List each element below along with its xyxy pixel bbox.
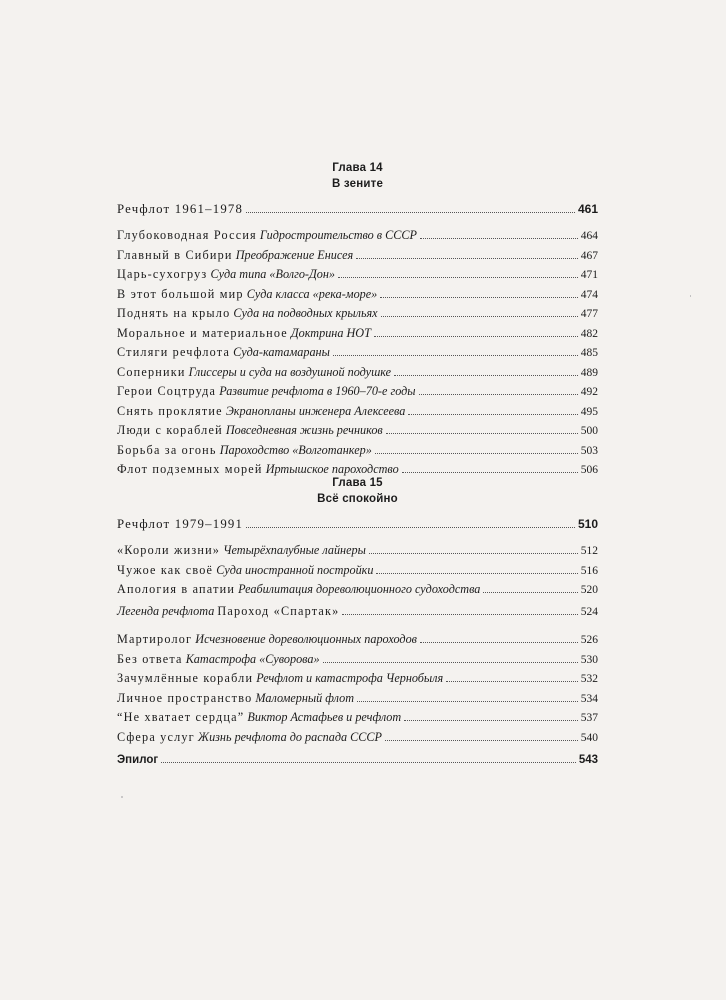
entry-title-main: Флот подземных морей [117,462,263,476]
toc-entry[interactable] [117,728,598,748]
entry-title-main: “Не хватает сердца” [117,710,245,724]
entry-title [117,630,417,649]
entry-subtitle: Глиссеры и суда на воздушной подушке [188,364,392,379]
leader-dots [386,433,578,434]
entry-title [117,602,339,621]
toc-entry[interactable] [117,541,598,561]
legend-entry[interactable] [117,602,598,622]
page-number: 485 [580,347,598,359]
chapter-15-entries-2 [117,630,598,747]
page-number: 524 [580,606,598,618]
toc-entry[interactable] [117,402,598,422]
page-number: 537 [580,712,598,724]
entry-title-italic: Легенда речфлота [117,604,215,618]
entry-title [117,382,416,401]
chapter-15-label: Глава 15 [332,477,383,489]
chapter-14-section [117,160,598,192]
entry-title [117,246,353,265]
entry-subtitle: Гидростроительство в СССР [259,228,417,242]
entry-subtitle: Развитие речфлота в 1960–70-е годы [219,384,416,398]
entry-title-main: Личное пространство [117,690,253,705]
leader-dots [394,375,578,376]
leader-dots [369,553,578,554]
entry-subtitle: Суда на подводных крыльях [233,306,378,320]
entry-title [117,421,383,440]
entry-title-main: Моральное и материальное [117,325,288,340]
page-number: 520 [580,584,598,596]
entry-title-main: Без ответа [117,651,183,666]
entry-subtitle: Иртышское пароходство [265,462,399,476]
toc-entry[interactable] [117,304,598,324]
epilog-entry[interactable] [117,751,598,770]
main-entry-title: Речфлот 1961–1978 [117,202,244,216]
leader-dots [338,277,578,278]
page-number: 534 [580,692,598,705]
entry-title [117,441,372,460]
entry-subtitle: Виктор Астафьев и речфлот [247,710,402,724]
entry-title-main: Снять проклятие [117,403,223,418]
leader-dots [385,740,578,741]
entry-title-main: «Короли жизни» [117,543,221,557]
toc-entry[interactable] [117,382,598,402]
toc-entry[interactable] [117,285,598,305]
page-number: 516 [580,564,598,577]
entry-title-main: Чужое как своё [117,562,214,577]
toc-entry[interactable] [117,580,598,600]
chapter-15-section [117,475,598,507]
toc-entry[interactable] [117,561,598,581]
leader-dots [419,394,578,395]
page-number: 543 [578,754,598,766]
toc-entry[interactable] [117,246,598,266]
entry-title [117,708,401,727]
page-number: 492 [580,386,598,398]
entry-subtitle: Суда типа «Волго-Дон» [210,267,335,281]
leader-dots [374,336,578,337]
entry-title-main: Поднять на крыло [117,306,231,320]
leader-dots [380,297,577,298]
page-number: 532 [580,673,598,685]
page-number: 467 [580,249,598,262]
entry-title [117,304,378,323]
chapter-15-main-entry[interactable] [117,514,598,534]
toc-entry[interactable] [117,650,598,670]
page-number: 526 [580,634,598,646]
leader-dots [246,212,575,213]
entry-title-main: Соперники [117,364,186,379]
chapter-14-title: В зените [331,178,384,190]
toc-entry[interactable] [117,324,598,344]
main-entry-title: Речфлот 1979–1991 [117,517,244,531]
chapter-14-label: Глава 14 [332,162,383,174]
leader-dots [356,258,578,259]
entry-title-main: Люди с кораблей [117,423,223,437]
page-number: 503 [580,444,598,457]
toc-entry[interactable] [117,708,598,728]
entry-title-main: Глубоководная Россия [117,228,257,242]
toc-entry[interactable] [117,630,598,650]
entry-title [117,669,443,688]
epilog-title: Эпилог [117,754,159,766]
paper-speck [121,796,123,798]
page-number: 510 [577,517,598,531]
entry-title-main: Герои Соцтруда [117,384,217,398]
page-number: 540 [580,731,598,744]
leader-dots [408,414,577,415]
entry-subtitle: Жизнь речфлота до распада СССР [197,729,382,744]
page-number: 464 [580,230,598,242]
leader-dots [483,592,577,593]
entry-title-main: Апология в апатии [117,582,236,596]
entry-title [117,650,320,669]
page-number: 461 [577,202,598,216]
entry-subtitle: Реабилитация дореволюционного судоходства [238,582,481,596]
chapter-15-title: Всё спокойно [317,493,398,505]
entry-subtitle: Доктрина НОТ [290,325,371,340]
toc-entry[interactable] [117,441,598,461]
leader-dots [381,316,578,317]
entry-subtitle: Суда иностранной постройки [216,562,374,577]
toc-entry[interactable] [117,226,598,246]
toc-entry[interactable] [117,343,598,363]
page-number: 489 [580,366,598,379]
entry-subtitle: Преображение Енисея [235,247,354,262]
page-number: 530 [580,653,598,666]
entry-title [117,343,330,362]
entry-title [117,402,405,421]
leader-dots [333,355,578,356]
leader-dots [323,662,578,663]
entry-subtitle: Суда-катамараны [233,345,330,359]
leader-dots [375,453,578,454]
toc-entry[interactable] [117,669,598,689]
entry-subtitle: Экранопланы инженера Алексеева [225,403,406,418]
page-number: 495 [580,405,598,418]
entry-title-main: Сфера услуг [117,729,195,744]
entry-title-main: Борьба за огонь [117,442,217,457]
entry-title-main: Царь-сухогруз [117,267,208,281]
leader-dots [342,614,577,615]
entry-subtitle: Четырёхпалубные лайнеры [223,543,366,557]
page-number: 512 [580,545,598,557]
leader-dots [402,472,578,473]
chapter-15-entries [117,541,598,600]
toc-entry[interactable] [117,421,598,441]
leader-dots [246,527,575,528]
leader-dots [420,238,578,239]
page-number: 500 [580,425,598,437]
entry-subtitle: Катастрофа «Суворова» [185,651,320,666]
entry-subtitle: Маломерный флот [255,690,355,705]
entry-subtitle: Пароходство «Волготанкер» [219,442,372,457]
entry-title-main: Главный в Сибири [117,247,233,262]
entry-title-main: В этот большой мир [117,286,244,301]
entry-title-main: Зачумлённые корабли [117,671,254,685]
page-number: 474 [580,288,598,301]
entry-title [117,285,377,304]
entry-title [117,226,417,245]
entry-title [117,561,373,580]
toc-entry[interactable] [117,363,598,383]
page-number: 477 [580,308,598,320]
chapter-14-entries [117,226,598,480]
leader-dots [376,573,577,574]
entry-title [117,541,366,560]
entry-subtitle: Исчезновение дореволюционных пароходов [195,632,417,646]
page-number: 482 [580,327,598,340]
leader-dots [161,762,576,763]
entry-title-main: Стиляги речфлота [117,345,231,359]
leader-dots [446,681,578,682]
leader-dots [420,642,578,643]
leader-dots [357,701,578,702]
page-number: 471 [580,269,598,281]
entry-title [117,324,371,343]
entry-title [117,363,391,382]
entry-title [117,580,480,599]
entry-subtitle: Пароход «Спартак» [217,604,340,618]
chapter-14-main-entry[interactable] [117,199,598,219]
entry-title [117,728,382,747]
toc-entry[interactable] [117,265,598,285]
page-number: 506 [580,464,598,476]
entry-subtitle: Речфлот и катастрофа Чернобыля [256,671,444,685]
entry-title [117,265,335,284]
entry-title-main: Мартиролог [117,632,193,646]
toc-entry[interactable] [117,689,598,709]
entry-subtitle: Повседневная жизнь речников [225,423,383,437]
entry-subtitle: Суда класса «река-море» [246,286,378,301]
leader-dots [404,720,578,721]
paper-speck [690,295,691,297]
entry-title [117,689,354,708]
